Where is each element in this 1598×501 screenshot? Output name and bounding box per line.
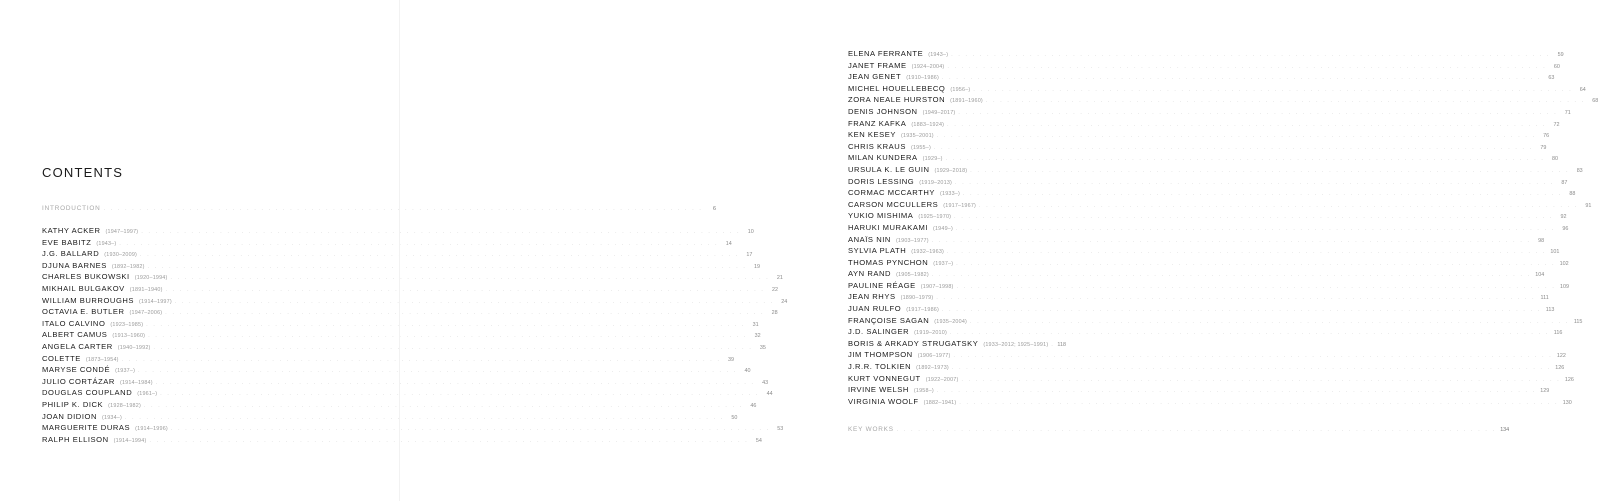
toc-entry[interactable]: [848, 152, 1558, 164]
entry-name: DENIS JOHNSON: [848, 106, 918, 116]
entry-name: KEY WORKS: [848, 426, 894, 433]
toc-entry[interactable]: [848, 176, 1568, 188]
entry-dates: (1873–1954): [85, 356, 119, 363]
entry-dates: (1919–2013): [919, 179, 953, 186]
entry-dates: (1917–1967): [943, 202, 977, 209]
dot-leader: [956, 259, 1555, 271]
entry-dates: (1937–): [115, 368, 136, 375]
entry-dates: (1891–1940): [129, 286, 163, 293]
dot-leader: [970, 317, 1569, 329]
toc-entry[interactable]: [42, 248, 753, 260]
entry-page-number: 88: [1569, 191, 1576, 198]
entry-dates: (1924–2004): [911, 63, 945, 70]
toc-entry[interactable]: [42, 353, 735, 365]
entry-page-number: 39: [728, 356, 735, 363]
entry-page-number: 113: [1545, 307, 1555, 314]
dot-leader: [942, 305, 1541, 317]
entry-name: MIKHAIL BULGAKOV: [42, 283, 125, 293]
toc-entry[interactable]: [42, 271, 783, 283]
entry-name: EVE BABITZ: [42, 237, 92, 247]
dot-leader: [953, 351, 1552, 363]
toc-entry[interactable]: [42, 283, 778, 295]
entry-dates: (1943–): [928, 52, 949, 58]
dot-leader: [932, 236, 1531, 248]
dot-leader: [951, 50, 1550, 62]
dot-leader: [986, 96, 1585, 108]
dot-leader: [952, 363, 1551, 375]
dot-leader: [963, 189, 1562, 201]
toc-entry[interactable]: [848, 164, 1583, 176]
entry-name: JUAN RULFO: [848, 304, 902, 314]
dot-leader: [958, 108, 1557, 120]
toc-entry[interactable]: [848, 199, 1592, 211]
toc-entry-key-works[interactable]: [848, 424, 1510, 436]
entry-dates: (1920–1994): [134, 275, 168, 282]
dot-leader: [947, 247, 1546, 259]
entry-dates: (1907–1998): [920, 283, 954, 290]
entry-page-number: 21: [776, 275, 783, 282]
toc-entry[interactable]: [848, 60, 1560, 72]
entry-page-number: 80: [1551, 156, 1558, 163]
entry-dates: (1943–): [96, 240, 117, 247]
entry-dates: (1882–1941): [923, 399, 957, 406]
entry-dates: (1933–2012; 1925–1991): [983, 341, 1049, 348]
entry-page-number: 76: [1543, 133, 1550, 140]
entry-name: JEAN GENET: [848, 72, 902, 82]
entry-page-number: 6: [712, 206, 716, 212]
entry-name: J.R.R. TOLKIEN: [848, 362, 912, 372]
dot-leader: [937, 386, 1536, 398]
toc-entry[interactable]: [848, 83, 1586, 95]
entry-dates: (1933–): [940, 191, 960, 198]
toc-list-right: [848, 48, 1598, 407]
entry-page-number: 63: [1548, 75, 1555, 82]
entry-page-number: 92: [1560, 214, 1567, 221]
toc-entry[interactable]: [848, 257, 1569, 269]
dot-leader: [936, 293, 1535, 305]
dot-leader: [947, 62, 1546, 74]
entry-dates: (1947–2006): [129, 310, 163, 317]
toc-entry[interactable]: [848, 315, 1583, 327]
entry-page-number: 68: [1592, 98, 1598, 105]
entry-page-number: 53: [777, 426, 784, 433]
dot-leader: [937, 131, 1536, 143]
entry-page-number: 111: [1540, 295, 1549, 302]
dot-leader: [957, 282, 1556, 294]
entry-dates: (1947–1997): [105, 229, 139, 235]
entry-page-number: 72: [1553, 121, 1560, 128]
entry-dates: (1919–2010): [914, 330, 947, 337]
entry-page-number: 129: [1540, 388, 1550, 395]
entry-name: PAULINE RÉAGE: [848, 280, 916, 290]
entry-name: IRVINE WELSH: [848, 385, 909, 395]
entry-name: WILLIAM BURROUGHS: [42, 295, 135, 305]
right-page: [400, 0, 1598, 501]
dot-leader: [955, 178, 1554, 190]
toc-entry[interactable]: [848, 234, 1545, 246]
toc-entry[interactable]: [848, 291, 1549, 303]
entry-dates: (1883–1924): [911, 121, 945, 128]
entry-dates: (1934–): [102, 414, 122, 421]
entry-name: DORIS LESSING: [848, 176, 915, 186]
toc-entry[interactable]: [848, 94, 1598, 106]
entry-name: DJUNA BARNES: [42, 260, 107, 270]
toc-entry[interactable]: [848, 268, 1545, 280]
entry-name: JIM THOMPSON: [848, 350, 913, 360]
entry-name: MICHEL HOUELLEBECQ: [848, 83, 946, 93]
entry-page-number: 43: [762, 379, 769, 386]
entry-dates: (1913–1960): [112, 333, 146, 340]
entry-dates: (1914–1997): [139, 298, 172, 305]
entry-name: COLETTE: [42, 353, 81, 363]
toc-entry[interactable]: [848, 187, 1576, 199]
entry-name: THOMAS PYNCHON: [848, 257, 929, 267]
entry-name: CHRIS KRAUS: [848, 141, 906, 151]
entry-dates: (1891–1960): [950, 98, 983, 105]
entry-dates: (1937–): [933, 260, 954, 267]
entry-dates: (1949–): [932, 225, 953, 232]
entry-page-number: 98: [1538, 237, 1545, 244]
entry-dates: (1935–2004): [934, 318, 968, 325]
entry-page-number: 134: [1500, 427, 1510, 433]
entry-page-number: 32: [754, 333, 761, 340]
toc-entry[interactable]: [42, 364, 751, 376]
entry-name: FRANÇOISE SAGAN: [848, 315, 930, 325]
toc-entry[interactable]: [848, 48, 1564, 60]
dot-leader: [956, 224, 1555, 236]
entry-name: J.G. BALLARD: [42, 249, 100, 259]
toc-entry[interactable]: [848, 280, 1569, 292]
toc-entry[interactable]: [42, 329, 761, 341]
entry-dates: (1923–1985): [110, 321, 144, 328]
toc-entry[interactable]: [42, 399, 757, 411]
entry-name: JULIO CORTÁZAR: [42, 376, 115, 386]
toc-entry[interactable]: [848, 71, 1555, 83]
entry-dates: (1932–1963): [911, 249, 945, 256]
toc-entry[interactable]: [848, 118, 1560, 130]
entry-page-number: 14: [725, 240, 732, 247]
entry-dates: (1890–1979): [900, 295, 934, 302]
toc-entry[interactable]: [848, 384, 1550, 396]
dot-leader: [897, 425, 1496, 437]
entry-page-number: 87: [1561, 179, 1568, 186]
entry-name: YUKIO MISHIMA: [848, 211, 914, 221]
entry-name: KATHY ACKER: [42, 226, 101, 235]
toc-entry[interactable]: [848, 338, 1066, 350]
dot-leader: [934, 143, 1533, 155]
toc-entry-introduction[interactable]: [42, 203, 716, 215]
entry-page-number: 44: [766, 391, 773, 398]
entry-name: ALBERT CAMUS: [42, 330, 108, 340]
entry-name: MILAN KUNDERA: [848, 153, 918, 163]
entry-page-number: 122: [1556, 353, 1566, 360]
entry-page-number: 115: [1573, 318, 1583, 325]
dot-leader: [947, 120, 1546, 132]
page-title: CONTENTS: [42, 165, 124, 180]
entry-page-number: 40: [744, 368, 751, 375]
entry-name: MARGUERITE DURAS: [42, 423, 131, 433]
entry-dates: (1925–1970): [918, 214, 952, 221]
entry-page-number: 126: [1564, 376, 1574, 383]
entry-page-number: 83: [1576, 167, 1583, 174]
toc-entry[interactable]: [42, 306, 778, 318]
toc-entry[interactable]: [848, 222, 1569, 234]
entry-name: KURT VONNEGUT: [848, 373, 921, 383]
dot-leader: [979, 201, 1578, 213]
entry-name: KEN KESEY: [848, 130, 896, 140]
entry-dates: (1922–2007): [925, 376, 959, 383]
entry-name: J.D. SALINGER: [848, 327, 910, 337]
entry-page-number: 22: [771, 286, 778, 293]
entry-name: ELENA FERRANTE: [848, 49, 924, 58]
toc-entry[interactable]: [848, 245, 1560, 257]
entry-dates: (1928–1982): [108, 402, 141, 409]
dot-leader: [950, 328, 1549, 340]
toc-entry[interactable]: [42, 260, 761, 272]
entry-name: HARUKI MURAKAMI: [848, 222, 928, 232]
entry-dates: (1961–): [137, 391, 158, 398]
entry-name: OCTAVIA E. BUTLER: [42, 307, 125, 317]
entry-page-number: 130: [1562, 399, 1572, 406]
toc-entry[interactable]: [848, 326, 1563, 338]
entry-dates: (1903–1977): [895, 237, 929, 244]
entry-page-number: 101: [1550, 249, 1560, 256]
toc-introduction: [42, 203, 716, 215]
toc-entry[interactable]: [848, 361, 1565, 373]
entry-name: ANAÏS NIN: [848, 234, 891, 244]
entry-name: VIRGINIA WOOLF: [848, 396, 919, 406]
entry-name: INTRODUCTION: [42, 205, 101, 212]
dot-leader: [961, 375, 1560, 387]
entry-page-number: 17: [746, 252, 753, 259]
dot-leader: [954, 212, 1553, 224]
entry-dates: (1949–2017): [922, 109, 956, 116]
entry-page-number: 104: [1535, 272, 1545, 279]
entry-dates: (1906–1977): [917, 353, 951, 360]
toc-entry[interactable]: [848, 210, 1567, 222]
entry-dates: (1929–2018): [934, 167, 968, 174]
entry-page-number: 50: [731, 414, 738, 421]
toc-entry[interactable]: [848, 349, 1566, 361]
entry-name: CARSON MCCULLERS: [848, 199, 939, 209]
toc-entry[interactable]: [848, 141, 1547, 153]
entry-name: AYN RAND: [848, 269, 892, 279]
entry-name: PHILIP K. DICK: [42, 399, 104, 409]
entry-page-number: 109: [1559, 283, 1569, 290]
toc-entry[interactable]: [42, 237, 732, 249]
entry-dates: (1935–2001): [901, 133, 934, 140]
entry-dates: (1917–1986): [906, 307, 939, 314]
entry-name: BORIS & ARKADY STRUGATSKY: [848, 338, 979, 348]
entry-page-number: 118: [1057, 341, 1066, 348]
toc-entry[interactable]: [42, 318, 759, 330]
entry-name: ANGELA CARTER: [42, 341, 113, 351]
toc-entry[interactable]: [42, 411, 738, 423]
toc-entry[interactable]: [42, 295, 788, 307]
entry-dates: (1940–1992): [117, 344, 151, 351]
entry-page-number: 10: [747, 229, 754, 235]
entry-dates: (1929–): [922, 156, 943, 163]
entry-dates: (1914–1984): [119, 379, 153, 386]
entry-name: ZORA NEALE HURSTON: [848, 95, 946, 105]
dot-leader: [970, 166, 1569, 178]
entry-name: ITALO CALVINO: [42, 318, 106, 328]
dot-leader: [932, 270, 1531, 282]
entry-page-number: 102: [1559, 260, 1569, 267]
toc-list-left: [42, 225, 788, 445]
entry-page-number: 24: [781, 298, 788, 305]
dot-leader: [973, 85, 1572, 97]
entry-dates: (1958–): [913, 388, 934, 395]
entry-name: FRANZ KAFKA: [848, 118, 907, 128]
toc-entry[interactable]: [848, 129, 1550, 141]
entry-page-number: 31: [752, 321, 759, 328]
entry-name: JANET FRAME: [848, 60, 907, 70]
toc-entry[interactable]: [42, 376, 769, 388]
toc-key-works: [848, 424, 1510, 436]
entry-page-number: 116: [1553, 330, 1563, 337]
entry-name: SYLVIA PLATH: [848, 246, 907, 256]
toc-entry[interactable]: [42, 422, 784, 434]
entry-page-number: 28: [771, 310, 778, 317]
entry-name: RALPH ELLISON: [42, 434, 109, 444]
entry-dates: (1955–): [910, 144, 931, 151]
entry-page-number: 91: [1585, 202, 1592, 209]
entry-dates: (1914–1994): [113, 437, 147, 444]
entry-page-number: 19: [754, 263, 761, 270]
entry-dates: (1956–): [950, 86, 971, 93]
entry-page-number: 59: [1557, 52, 1564, 58]
toc-entry[interactable]: [848, 303, 1555, 315]
entry-page-number: 35: [759, 344, 766, 351]
dot-leader: [1051, 340, 1053, 352]
entry-page-number: 79: [1540, 144, 1547, 151]
toc-entry[interactable]: [42, 434, 762, 446]
entry-dates: (1930–2009): [104, 252, 138, 259]
dot-leader: [946, 154, 1545, 166]
entry-name: URSULA K. LE GUIN: [848, 164, 930, 174]
toc-entry[interactable]: [42, 387, 773, 399]
toc-entry[interactable]: [848, 373, 1574, 385]
entry-dates: (1914–1996): [135, 426, 168, 433]
left-page: [0, 0, 788, 501]
entry-name: JEAN RHYS: [848, 292, 896, 302]
entry-page-number: 60: [1553, 63, 1560, 70]
entry-name: DOUGLAS COUPLAND: [42, 388, 133, 398]
dot-leader: [959, 398, 1558, 410]
entry-page-number: 46: [750, 402, 757, 409]
entry-name: CORMAC MCCARTHY: [848, 188, 936, 198]
entry-page-number: 71: [1564, 109, 1571, 116]
entry-dates: (1892–1982): [111, 263, 145, 270]
entry-dates: (1910–1986): [906, 75, 939, 82]
entry-dates: (1905–1982): [896, 272, 929, 279]
entry-name: MARYSE CONDÉ: [42, 365, 111, 375]
entry-page-number: 64: [1579, 86, 1586, 93]
entry-page-number: 96: [1562, 225, 1569, 232]
toc-entry[interactable]: [42, 225, 754, 237]
dot-leader: [942, 73, 1541, 85]
entry-name: JOAN DIDION: [42, 411, 97, 421]
entry-dates: (1892–1973): [916, 365, 949, 372]
entry-page-number: 126: [1555, 365, 1565, 372]
entry-page-number: 54: [755, 437, 762, 444]
entry-name: CHARLES BUKOWSKI: [42, 272, 130, 282]
